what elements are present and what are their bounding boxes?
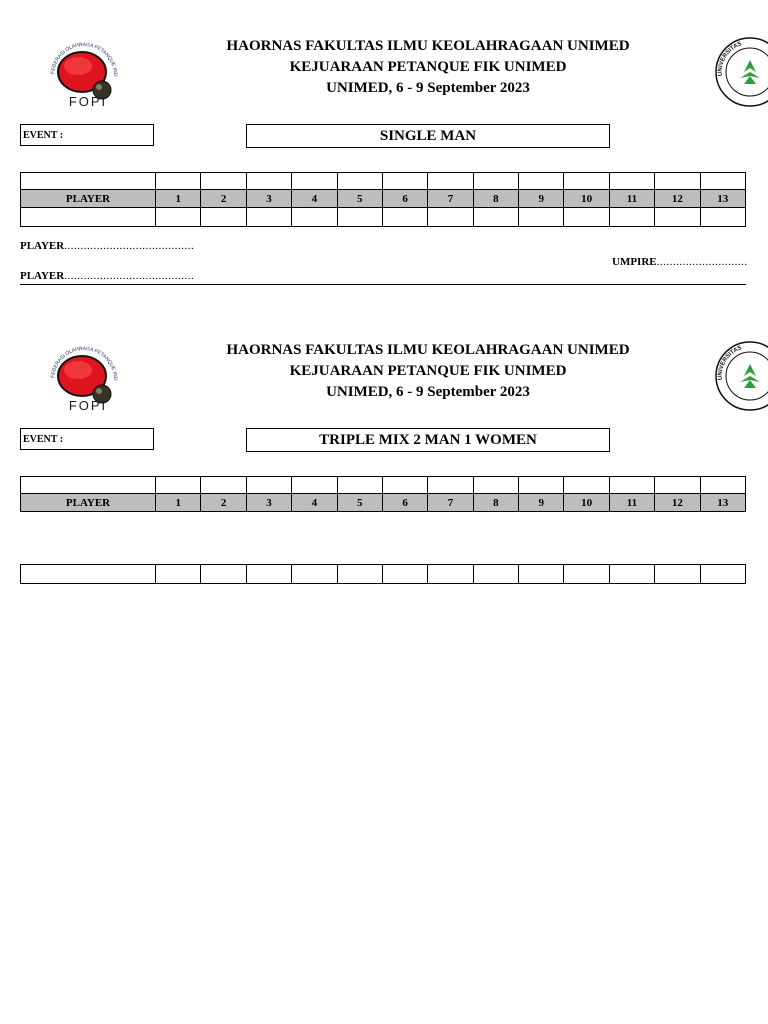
score-cell[interactable] <box>21 477 156 494</box>
round-header: 7 <box>428 190 473 208</box>
sheet-header <box>168 36 688 99</box>
score-cell[interactable] <box>382 173 427 190</box>
round-header: 6 <box>382 190 427 208</box>
round-header: 1 <box>156 494 201 512</box>
round-header: 10 <box>564 494 609 512</box>
round-header: 2 <box>201 494 246 512</box>
score-cell[interactable] <box>700 208 746 227</box>
round-header: 4 <box>292 494 337 512</box>
score-cell[interactable] <box>700 565 746 584</box>
player-signature-1[interactable] <box>20 240 194 252</box>
umpire-signature[interactable] <box>612 256 748 268</box>
round-header: 7 <box>428 494 473 512</box>
score-cell[interactable] <box>609 173 654 190</box>
score-cell[interactable] <box>655 173 700 190</box>
score-cell[interactable] <box>519 565 564 584</box>
round-header: 5 <box>337 190 382 208</box>
table-header-row <box>21 190 746 208</box>
score-table <box>20 172 746 227</box>
player-signature-label: PLAYER <box>20 270 65 282</box>
score-cell[interactable] <box>519 173 564 190</box>
score-cell[interactable] <box>292 173 337 190</box>
score-cell[interactable] <box>246 565 291 584</box>
player-signature-label: PLAYER <box>20 240 65 252</box>
player-header: PLAYER <box>21 190 156 208</box>
score-cell[interactable] <box>519 208 564 227</box>
score-cell[interactable] <box>609 208 654 227</box>
header-line-1: HAORNAS FAKULTAS ILMU KEOLAHRAGAAN UNIMED <box>226 342 630 358</box>
score-cell[interactable] <box>292 477 337 494</box>
score-cell[interactable] <box>428 173 473 190</box>
score-cell[interactable] <box>564 565 609 584</box>
score-cell[interactable] <box>473 477 518 494</box>
score-cell[interactable] <box>382 565 427 584</box>
divider <box>20 284 746 285</box>
score-cell[interactable] <box>564 208 609 227</box>
round-header: 1 <box>156 190 201 208</box>
score-cell[interactable] <box>156 208 201 227</box>
player-signature-2[interactable] <box>20 270 194 282</box>
score-cell[interactable] <box>337 208 382 227</box>
score-cell[interactable] <box>655 477 700 494</box>
header-line-2: KEJUARAAN PETANQUE FIK UNIMED <box>289 363 567 379</box>
score-cell[interactable] <box>292 565 337 584</box>
score-cell[interactable] <box>700 477 746 494</box>
round-header: 11 <box>609 494 654 512</box>
header-line-3: UNIMED, 6 - 9 September 2023 <box>326 384 530 400</box>
round-header: 13 <box>700 190 746 208</box>
score-cell[interactable] <box>382 477 427 494</box>
event-field[interactable] <box>20 124 154 146</box>
score-cell[interactable] <box>655 208 700 227</box>
score-cell[interactable] <box>564 173 609 190</box>
unimed-logo-icon <box>714 340 768 412</box>
score-cell[interactable] <box>246 208 291 227</box>
table-row-blank-bottom <box>21 208 746 227</box>
round-header: 6 <box>382 494 427 512</box>
signature-dots: ............................ <box>656 256 748 268</box>
score-cell[interactable] <box>21 565 156 584</box>
score-table <box>20 476 746 512</box>
round-header: 9 <box>519 494 564 512</box>
score-cell[interactable] <box>337 565 382 584</box>
score-cell[interactable] <box>246 173 291 190</box>
score-cell[interactable] <box>473 173 518 190</box>
header-line-3: UNIMED, 6 - 9 September 2023 <box>326 80 530 96</box>
score-cell[interactable] <box>473 208 518 227</box>
sheet-header <box>168 340 688 403</box>
player-header: PLAYER <box>21 494 156 512</box>
event-title: SINGLE MAN <box>246 124 610 148</box>
score-cell[interactable] <box>292 208 337 227</box>
score-cell[interactable] <box>382 208 427 227</box>
fopi-logo-text: FOPI <box>68 94 108 109</box>
score-cell[interactable] <box>609 565 654 584</box>
score-cell[interactable] <box>473 565 518 584</box>
score-cell[interactable] <box>156 565 201 584</box>
round-header: 3 <box>246 190 291 208</box>
event-label: EVENT : <box>23 130 64 141</box>
round-header: 13 <box>700 494 746 512</box>
fopi-logo-text: FOPI <box>68 398 108 413</box>
score-cell[interactable] <box>246 477 291 494</box>
score-sheet-single-man <box>0 0 768 300</box>
score-cell[interactable] <box>564 477 609 494</box>
score-cell[interactable] <box>156 173 201 190</box>
round-header: 8 <box>473 494 518 512</box>
score-cell[interactable] <box>337 173 382 190</box>
round-header: 4 <box>292 190 337 208</box>
event-title: TRIPLE MIX 2 MAN 1 WOMEN <box>246 428 610 452</box>
score-cell[interactable] <box>201 477 246 494</box>
round-header: 12 <box>655 190 700 208</box>
header-line-1: HAORNAS FAKULTAS ILMU KEOLAHRAGAAN UNIMED <box>226 38 630 54</box>
umpire-signature-label: UMPIRE <box>612 256 657 268</box>
score-cell[interactable] <box>428 477 473 494</box>
header-line-2: KEJUARAAN PETANQUE FIK UNIMED <box>289 59 567 75</box>
score-cell[interactable] <box>337 477 382 494</box>
score-cell[interactable] <box>519 477 564 494</box>
round-header: 2 <box>201 190 246 208</box>
round-header: 8 <box>473 190 518 208</box>
score-cell[interactable] <box>700 173 746 190</box>
table-header-row <box>21 494 746 512</box>
score-cell[interactable] <box>201 208 246 227</box>
round-header: 9 <box>519 190 564 208</box>
score-cell[interactable] <box>201 565 246 584</box>
score-table-detached-row <box>20 564 746 584</box>
unimed-logo-icon <box>714 36 768 108</box>
event-label: EVENT : <box>23 434 64 445</box>
signature-dots: ........................................ <box>64 270 195 282</box>
score-cell[interactable] <box>428 565 473 584</box>
event-field[interactable] <box>20 428 154 450</box>
table-row-blank <box>21 565 746 584</box>
score-cell[interactable] <box>156 477 201 494</box>
round-header: 5 <box>337 494 382 512</box>
round-header: 10 <box>564 190 609 208</box>
table-row-blank-top <box>21 477 746 494</box>
signature-dots: ........................................ <box>64 240 195 252</box>
table-row-blank-top <box>21 173 746 190</box>
score-sheet-triple-mix <box>0 304 768 604</box>
score-cell[interactable] <box>655 565 700 584</box>
score-cell[interactable] <box>428 208 473 227</box>
score-cell[interactable] <box>609 477 654 494</box>
round-header: 12 <box>655 494 700 512</box>
score-cell[interactable] <box>21 208 156 227</box>
score-cell[interactable] <box>201 173 246 190</box>
round-header: 11 <box>609 190 654 208</box>
score-cell[interactable] <box>21 173 156 190</box>
round-header: 3 <box>246 494 291 512</box>
